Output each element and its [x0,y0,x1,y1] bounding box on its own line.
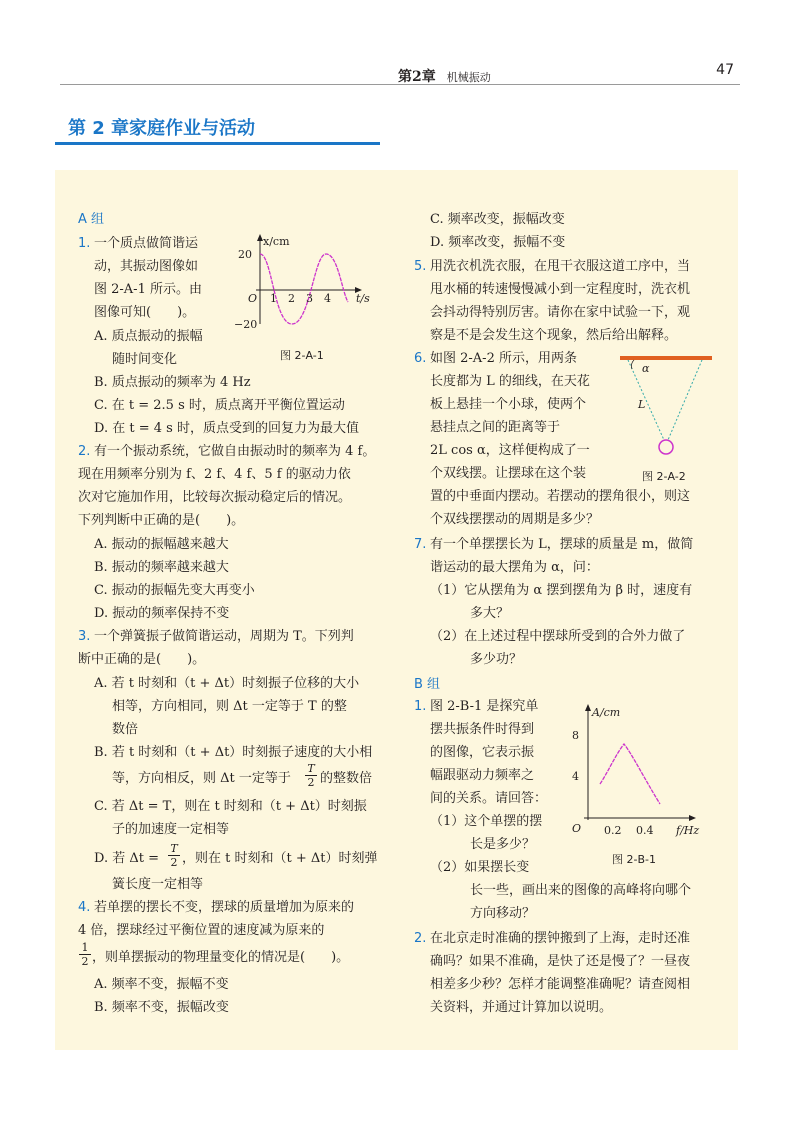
q4-option: B. 频率不变，振幅改变 [94,1000,229,1015]
q4-number: 4. [78,900,91,915]
b1-line: 图 2-B-1 是探究单 [430,699,539,714]
b2-number: 2. [414,931,427,946]
q1-line: 动，其振动图像如 [94,259,199,274]
q7-line: 有一个单摆摆长为 L，摆球的质量是 m，做简 [430,537,694,552]
q3-option: D. 若 Δt = [94,851,159,866]
q3-option: B. 若 t 时刻和（t + Δt）时刻振子速度的大小相 [94,745,373,760]
q1-option: A. 质点振动的振幅 [94,329,203,344]
length-label: L [638,398,646,411]
b2-line: 相差多少秒？怎样才能调整准确呢？请查阅相 [430,977,691,992]
q1-line: 图 2-A-1 所示。由 [94,282,202,297]
q1-option: C. 在 t = 2.5 s 时，质点离开平衡位置运动 [94,398,345,413]
q5-line: 会抖动得特别厉害。请你在家中试验一下，观 [430,305,691,320]
x-axis-label: t/s [356,292,370,305]
origin-label: O [248,292,258,305]
x-tick-label: 0.4 [636,824,654,837]
q4-option: A. 频率不变，振幅不变 [94,977,229,992]
q2-line: 现在用频率分别为 f、2 f、4 f、5 f 的驱动力依 [78,467,351,482]
q6-line: 置的中垂面内摆动。若摆动的摆角很小，则这 [430,489,691,504]
q4-line: 4 倍，摆球经过平衡位置的速度减为原来的 [78,923,325,938]
q3-number: 3. [78,629,91,644]
q7-number: 7. [414,537,427,552]
x-tick-label: 3 [306,292,313,305]
x-axis-arrow [689,815,696,821]
q5-line: 察是不是会发生这个现象，然后给出解释。 [430,328,678,343]
q2-line: 下列判断中正确的是( )。 [78,513,245,528]
q1-number: 1. [78,236,91,251]
b1-line: 幅跟驱动力频率之 [430,768,535,783]
chapter-label: 第2章 机械振动 [398,69,491,85]
q3-line: 断中正确的是( )。 [78,652,206,667]
b1-line: 的图像，它表示振 [430,745,535,760]
q3-line: 一个弹簧振子做简谐运动，周期为 T。下列判 [94,629,354,644]
q6-line: 个双线摆摆动的周期是多少？ [430,512,600,527]
q1-line: 一个质点做简谐运 [94,236,199,251]
q2-line: 有一个振动系统，它做自由振动时的频率为 4 f。 [94,444,376,459]
q2-number: 2. [78,444,91,459]
y-axis-arrow [585,704,591,711]
q6-line: 悬挂点之间的距离等于 [430,420,561,435]
y-max-label: 20 [238,248,252,261]
q4-option: C. 频率改变，振幅改变 [430,212,565,227]
b1-number: 1. [414,699,427,714]
q4-line: ，则单摆振动的物理量变化的情况是( )。 [92,950,350,965]
right-string [668,360,702,440]
x-tick-label: 1 [270,292,277,305]
y-min-label: −20 [234,318,258,331]
q5-line: 用洗衣机洗衣服，在甩干衣服这道工序中，当 [430,259,691,274]
q5-number: 5. [414,259,427,274]
q1-option: D. 在 t = 4 s 时，质点受到的回复力为最大值 [94,421,359,436]
page-number: 47 [716,62,734,78]
q6-line: 2L cos α，这样便构成了一 [430,443,590,458]
q3-option: 子的加速度一定相等 [112,822,230,837]
q6-line: 如图 2-A-2 所示，用两条 [430,351,577,366]
x-axis-label: f/Hz [676,824,700,837]
origin-label: O [572,822,582,835]
angle-arc [631,360,634,369]
q2-option: B. 振动的频率越来越大 [94,560,229,575]
q2-option: A. 振动的振幅越来越大 [94,537,229,552]
q1-option: B. 质点振动的频率为 4 Hz [94,375,251,390]
q3-option: A. 若 t 时刻和（t + Δt）时刻振子位移的大小 [94,676,360,691]
q4-fraction-numerator: 1 [79,941,91,955]
q3-option: C. 若 Δt = T，则在 t 时刻和（t + Δt）时刻振 [94,799,367,814]
q7-sub: （2）在上述过程中摆球所受到的合外力做了 [430,629,686,644]
q2-option: C. 振动的振幅先变大再变小 [94,583,255,598]
pendulum-bob [659,440,673,454]
resonance-curve [600,744,660,804]
q3-fraction-denominator: 2 [170,856,178,869]
q3-fraction-denominator: 2 [307,776,315,789]
figure-2-a-2 [616,352,716,462]
section-underline [55,142,380,145]
q3-option: 等，方向相反，则 Δt 一定等于 [112,771,291,786]
b1-sub: 方向移动？ [470,906,536,921]
q3-option: 簧长度一定相等 [112,877,204,892]
q6-line: 长度都为 L 的细线，在天花 [430,374,590,389]
q3-option: 数倍 [112,722,139,737]
b1-line: 摆共振条件时得到 [430,722,535,737]
q4-fraction-denominator: 2 [81,955,89,968]
figure-2-b-1 [566,700,716,845]
figure-2-a-1-caption: 图 2-A-1 [280,349,324,362]
b2-line: 关资料，并通过计算加以说明。 [430,1000,613,1015]
q1-line: 图像可知( )。 [94,305,196,320]
x-tick-label: 0.2 [604,824,622,837]
b1-sub: （2）如果摆长变 [430,860,530,875]
b2-line: 确吗？如果不准确，是快了还是慢了？一昼夜 [430,954,691,969]
x-tick-label: 2 [288,292,295,305]
q6-number: 6. [414,351,427,366]
ceiling-bar [620,356,712,360]
y-tick-label: 4 [572,770,579,783]
section-title: 第 2 章家庭作业与活动 [68,118,256,139]
y-axis-label: A/cm [592,706,621,719]
b2-line: 在北京走时准确的摆钟搬到了上海，走时还准 [430,931,691,946]
q7-sub: 多少功？ [470,652,523,667]
figure-2-a-1 [230,232,390,337]
q2-option: D. 振动的频率保持不变 [94,606,230,621]
b1-sub: 长一些，画出来的图像的高峰将向哪个 [470,883,692,898]
running-header [60,58,740,85]
b1-sub: （1）这个单摆的摆 [430,814,543,829]
alpha-label: α [642,362,650,375]
figure-2-b-1-caption: 图 2-B-1 [612,853,656,866]
group-a-label: A 组 [78,212,105,227]
q4-line: 若单摆的摆长不变，摆球的质量增加为原来的 [94,900,355,915]
q3-option: 相等，方向相同，则 Δt 一定等于 T 的整 [112,699,347,714]
x-tick-label: 4 [324,292,331,305]
q7-line: 谐运动的最大摆角为 α，问： [430,560,599,575]
q2-line: 次对它施加作用，比较每次振动稳定后的情况。 [78,490,352,505]
q3-fraction-numerator: T [305,762,317,776]
q3-fraction-numerator: T [168,842,180,856]
y-tick-label: 8 [572,729,579,742]
q6-line: 板上悬挂一个小球，使两个 [430,397,587,412]
q5-line: 甩水桶的转速慢慢减小到一定程度时，洗衣机 [430,282,691,297]
b1-line: 间的关系。请回答： [430,791,548,806]
b1-sub: 长是多少？ [470,837,536,852]
y-axis-label: x/cm [263,235,290,248]
displacement-curve [260,254,348,324]
q6-line: 个双线摆。让摆球在这个装 [430,466,587,481]
q7-sub: 多大？ [470,606,510,621]
figure-2-a-2-caption: 图 2-A-2 [642,470,686,483]
q4-option: D. 频率改变，振幅不变 [430,235,566,250]
q3-option: ，则在 t 时刻和（t + Δt）时刻弹 [182,851,378,866]
q7-sub: （1）它从摆角为 α 摆到摆角为 β 时，速度有 [430,583,693,598]
q3-option: 的整数倍 [320,771,373,786]
q1-option: 随时间变化 [112,352,178,367]
group-b-label: B 组 [414,677,441,692]
